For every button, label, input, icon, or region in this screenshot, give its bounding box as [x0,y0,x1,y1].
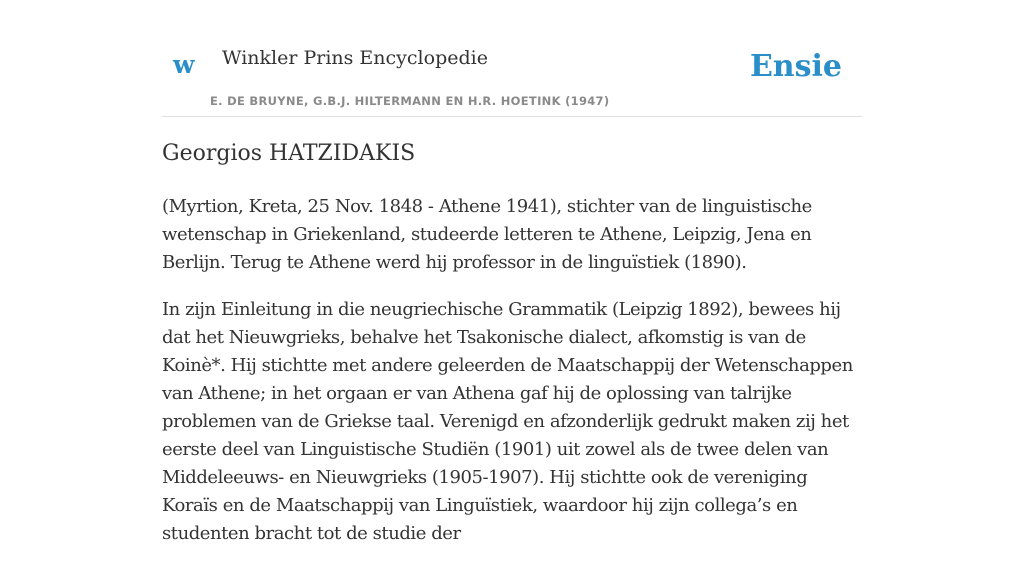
article [162,140,862,567]
article-title: Georgios HATZIDAKIS [162,141,416,166]
brand-logo[interactable]: Ensie [749,49,842,84]
site-logo-icon[interactable]: w [173,50,195,79]
authors-credit: E. DE BRUYNE, G.B.J. HILTERMANN EN H.R. HOETINK (1947) [210,94,610,108]
article-paragraph-1: (Myrtion, Kreta, 25 Nov. 1848 - Athene 1941), stichter van de linguistische wetenschap in Griekenland, studeerde letteren te Athene, Leipzig, Jena en Berlijn. Terug te Athene werd hij professor in de linguïstiek (1890). [162,195,812,273]
site-header [162,0,862,117]
site-title[interactable]: Winkler Prins Encyclopedie [222,47,488,69]
article-paragraph-2: In zijn Einleitung in die neugriechische Grammatik (Leipzig 1892), bewees hij dat het Nieuwgrieks, behalve het Tsakonische dialect, afkomstig is van de Koinè*. Hij stichtte met andere geleerden de Maatschappij der Wetenschappen van Athene; in het orgaan er van Athena gaf hij de oplossing van talrijke problemen van de Griekse taal. Verenigd en afzonderlijk gedrukt maken zij het eerste deel van Linguistische Studiën (1901) uit zowel als de twee delen van Middeleeuws- en Nieuwgrieks (1905-1907). Hij stichtte ook de vereniging Koraïs en de Maatschappij van Linguïstiek, waardoor hij zijn collega’s en studenten bracht tot de studie der [162,298,853,544]
